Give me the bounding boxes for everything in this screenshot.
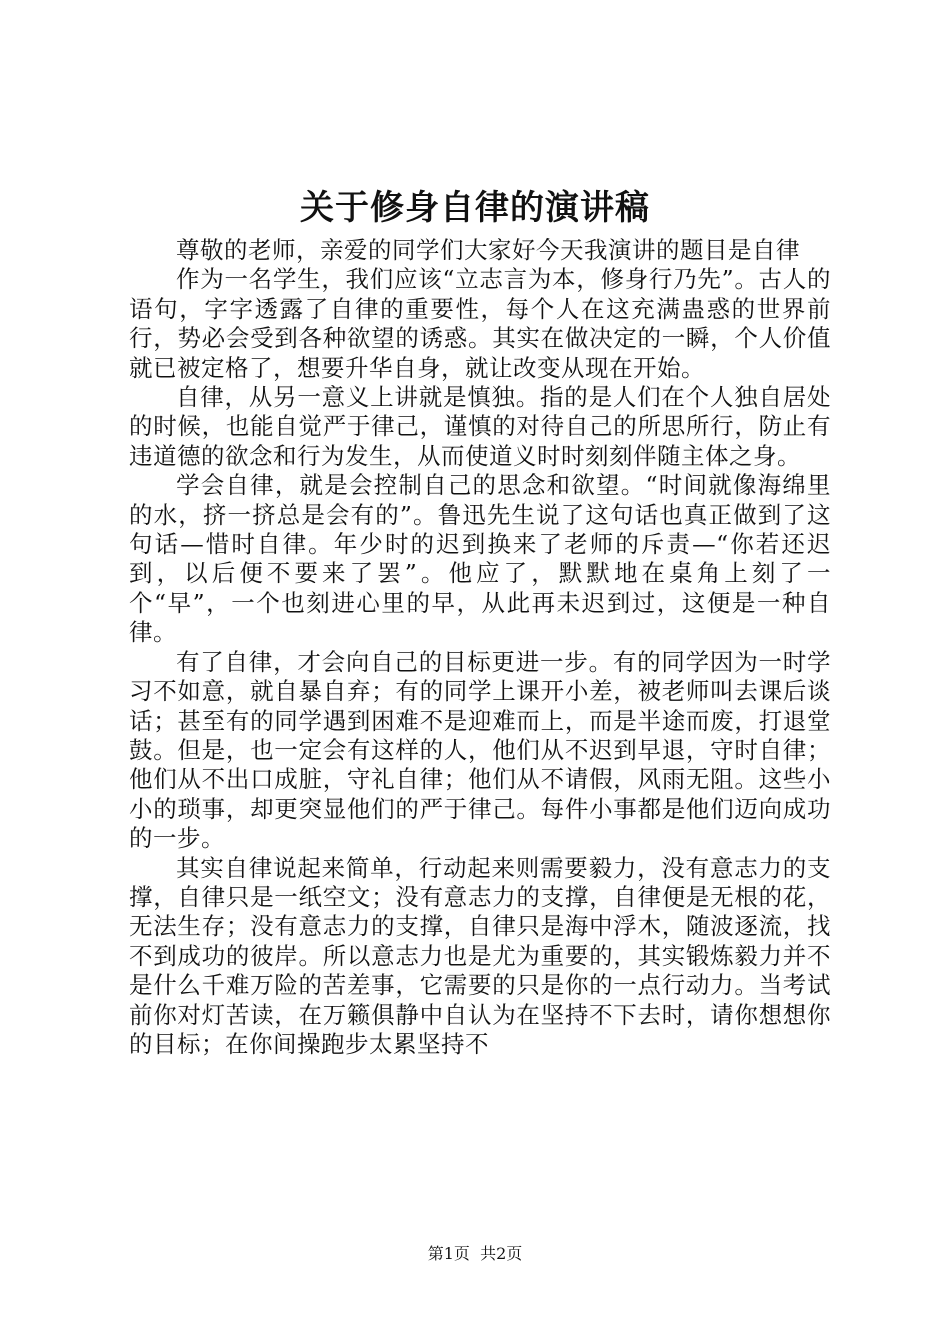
page-footer bbox=[0, 1244, 950, 1264]
document-title: 关于修身自律的演讲稿 bbox=[300, 188, 650, 228]
paragraph: 学会自律，就是会控制自己的思念和欲望。“时间就像海绵里的水，挤一挤总是会有的”。鲁迅先生说了这句话也真正做到了这句话—惜时自律。年少时的迟到换来了老师的斥责—“你若还迟到，以后便不要来了罢”。他应了，默默地在桌角上刻了一个“早”，一个也刻进心里的早，从此再未迟到过，这便是一种自律。 bbox=[129, 471, 831, 647]
paragraph: 有了自律，才会向自己的目标更进一步。有的同学因为一时学习不如意，就自暴自弃；有的同学上课开小差，被老师叫去课后谈话；甚至有的同学遇到困难不是迎难而上，而是半途而废，打退堂鼓。但是，也一定会有这样的人，他们从不迟到早退，守时自律；他们从不出口成脏，守礼自律；他们从不请假，风雨无阻。这些小小的琐事，却更突显他们的严于律己。每件小事都是他们迈向成功的一步。 bbox=[129, 647, 831, 853]
page-number: 第1页 共2页 bbox=[427, 1244, 523, 1263]
document-body bbox=[129, 236, 831, 1059]
paragraph: 作为一名学生，我们应该“立志言为本，修身行乃先”。古人的语句，字字透露了自律的重要性，每个人在这充满蛊惑的世界前行，势必会受到各种欲望的诱惑。其实在做决定的一瞬，个人价值就已被定格了，想要升华自身，就让改变从现在开始。 bbox=[129, 265, 831, 382]
paragraph: 尊敬的老师，亲爱的同学们大家好今天我演讲的题目是自律 bbox=[176, 236, 800, 264]
paragraph: 自律，从另一意义上讲就是慎独。指的是人们在个人独自居处的时候，也能自觉严于律己，谨慎的对待自己的所思所行，防止有违道德的欲念和行为发生，从而使道义时时刻刻伴随主体之身。 bbox=[129, 383, 831, 470]
paragraph: 其实自律说起来简单，行动起来则需要毅力，没有意志力的支撑，自律只是一纸空文；没有意志力的支撑，自律便是无根的花，无法生存；没有意志力的支撑，自律只是海中浮木，随波逐流，找不到成功的彼岸。所以意志力也是尤为重要的，其实锻炼毅力并不是什么千难万险的苦差事，它需要的只是你的一点行动力。当考试前你对灯苦读，在万籁俱静中自认为在坚持不下去时，请你想想你的目标；在你间操跑步太累坚持不 bbox=[129, 853, 831, 1058]
